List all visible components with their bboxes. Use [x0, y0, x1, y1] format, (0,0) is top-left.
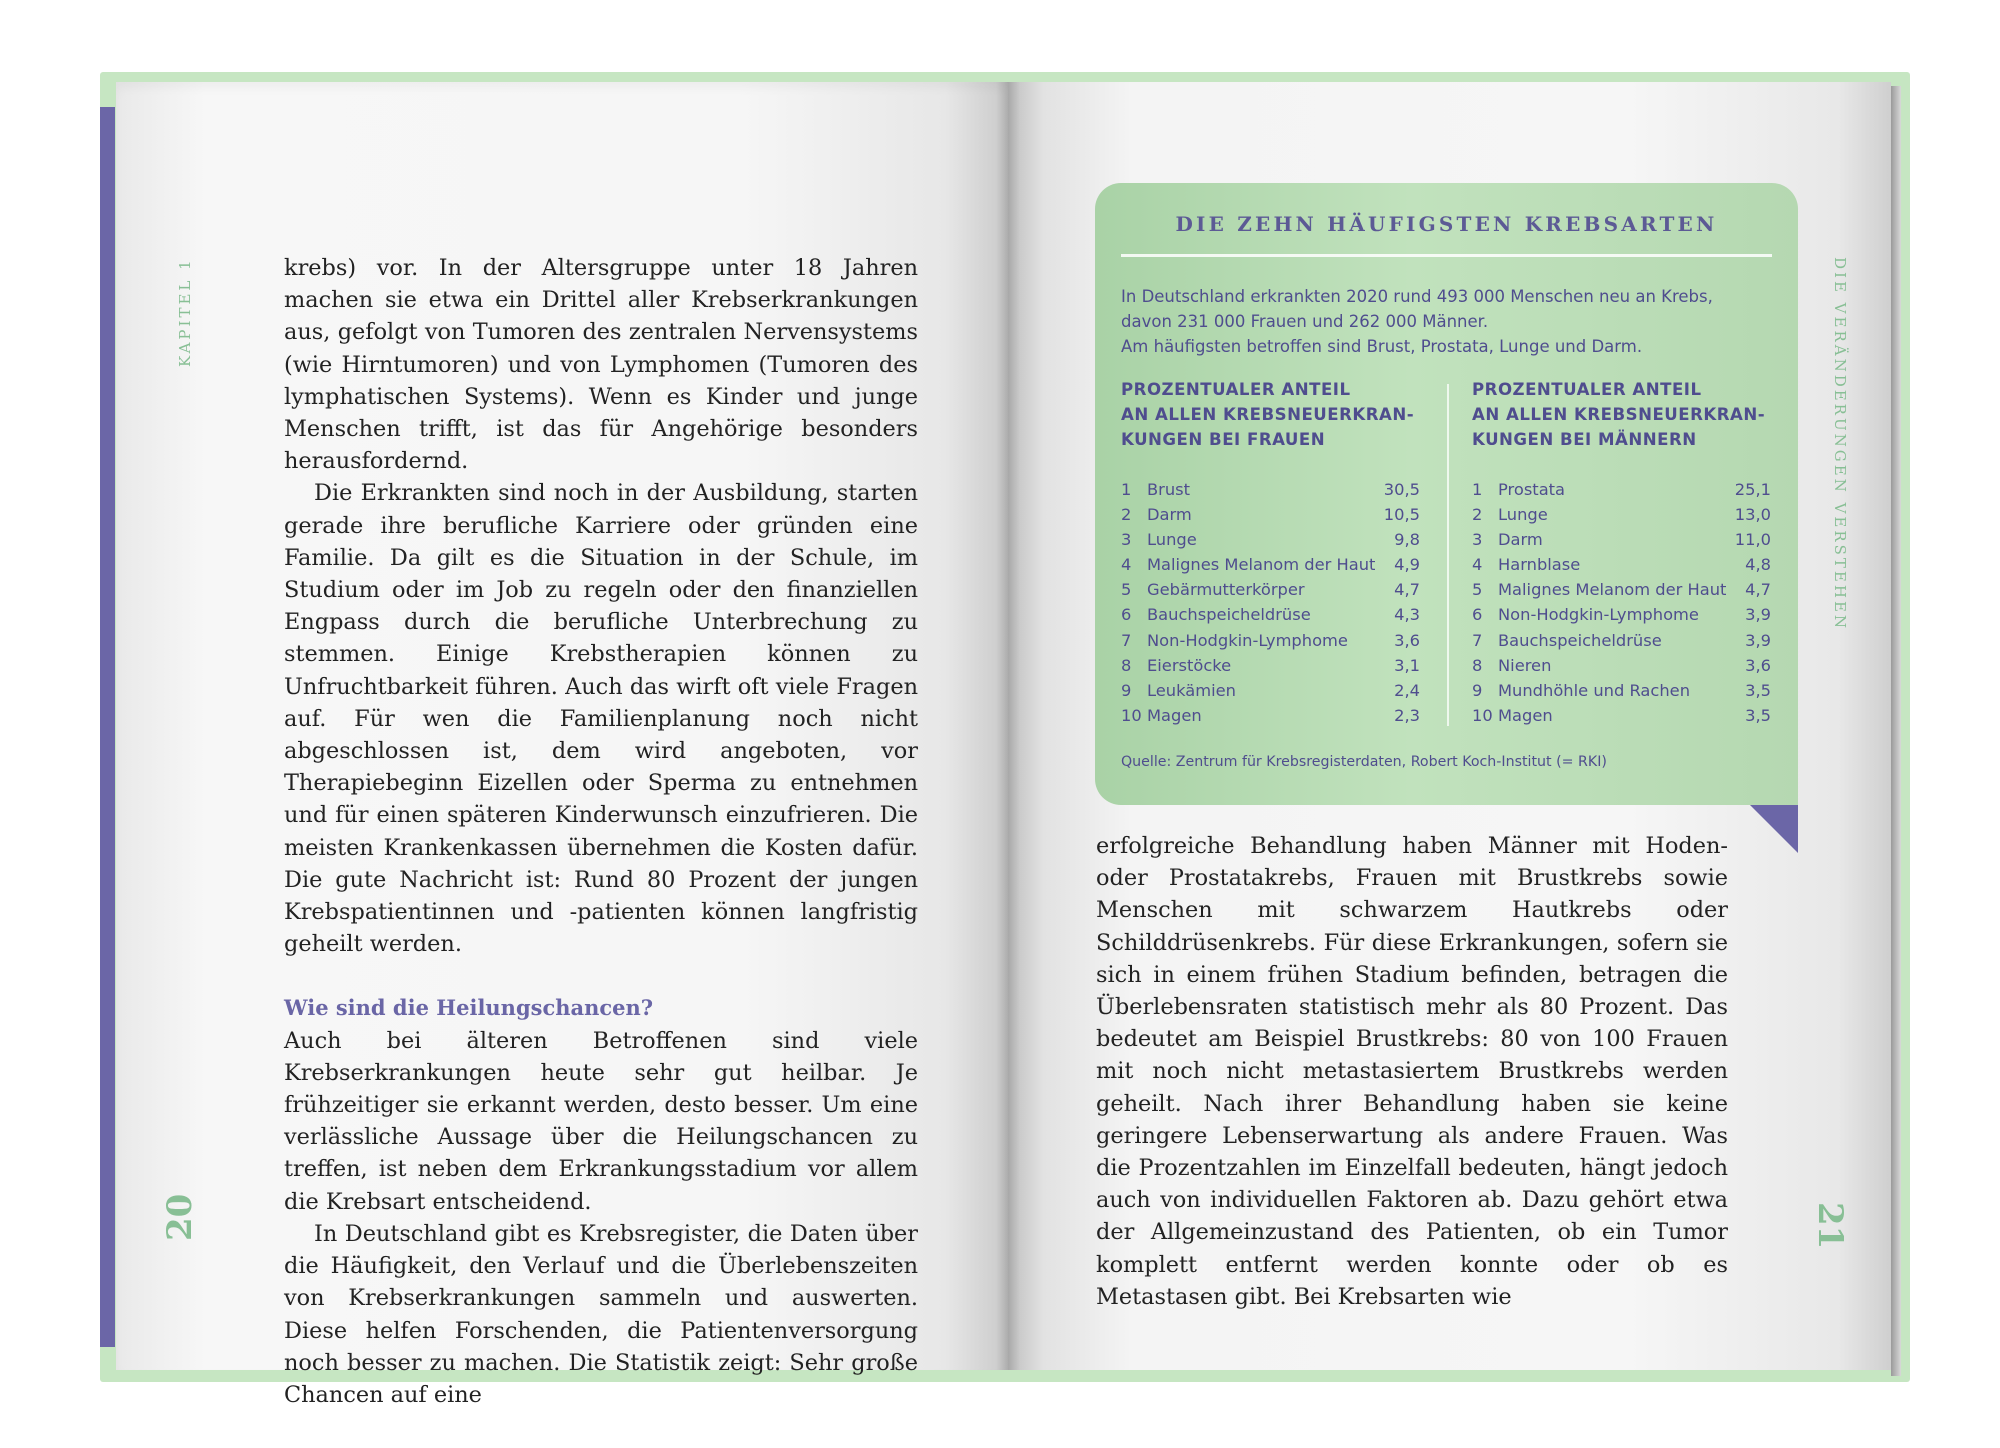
table-row [1472, 477, 1771, 502]
percentage: 2,4 [1394, 680, 1420, 700]
percentage: 4,7 [1745, 580, 1771, 600]
rank: 9 [1121, 680, 1132, 700]
table-row [1472, 703, 1771, 728]
paragraph: erfolgreiche Behandlung haben Männer mit Hoden- oder Prostatakrebs, Frauen mit Brustkrebs sowie Menschen mit schwarzem Hautkrebs oder Schilddrüsenkrebs. Für diese Erkrankungen, sofern sie sich in einem frühen Stadium befinden, betragen die Überlebensraten statistisch mehr als 80 Prozent. Das bedeutet am Beispiel Brustkrebs: 80 von 100 Frauen mit noch nicht metastasiertem Brustkrebs werden geheilt. Nach ihrer Behandlung haben sie keine geringere Lebenserwartung als andere Frauen. Was die Prozentzahlen im Einzelfall bedeuten, hängt jedoch auch von individuellen Faktoren ab. Dazu gehört etwa der Allgemeinzustand des Patienten, ob ein Tumor komplett entfernt werden konnte oder ob es Metastasen gibt. Bei Krebsarten wie [1096, 833, 1728, 1310]
book-gutter [996, 82, 1020, 1370]
table-row [1472, 602, 1771, 627]
rank: 3 [1472, 530, 1483, 550]
rank: 7 [1472, 630, 1483, 650]
cancer-type: Lunge [1498, 505, 1548, 525]
rank: 4 [1472, 555, 1483, 575]
cancer-type: Nieren [1498, 655, 1552, 675]
table-row [1472, 653, 1771, 678]
cancer-type: Brust [1147, 480, 1191, 499]
cancer-type: Darm [1147, 505, 1192, 525]
cancer-type: Magen [1498, 705, 1553, 725]
percentage: 3,5 [1745, 705, 1771, 725]
rank: 6 [1121, 605, 1132, 625]
percentage: 10,5 [1383, 505, 1420, 525]
cancer-type: Mundhöhle und Rachen [1498, 680, 1691, 700]
percentage: 4,9 [1394, 555, 1420, 575]
percentage: 3,6 [1745, 655, 1771, 675]
table-row [1121, 502, 1420, 527]
heading-line: PROZENTUALER ANTEIL [1121, 380, 1351, 399]
percentage: 30,5 [1383, 480, 1420, 499]
table-row [1121, 552, 1420, 577]
men-table [1472, 377, 1771, 728]
cancer-type: Bauchspeicheldrüse [1498, 630, 1662, 650]
rank: 4 [1121, 555, 1132, 575]
percentage: 11,0 [1734, 530, 1771, 550]
paragraph: In Deutschland gibt es Krebsregister, die Daten über die Häufigkeit, den Verlauf und die Überlebenszeiten von Krebserkrankungen sammeln und auswerten. Diese helfen Forschenden, die Patientenversorgung noch besser zu machen. Die Statistik zeigt: Sehr große Chancen auf eine [284, 1220, 918, 1408]
table-row [1472, 628, 1771, 653]
cancer-type: Darm [1498, 530, 1543, 550]
rank: 9 [1472, 680, 1483, 700]
women-rows [1121, 477, 1420, 728]
cancer-type: Eierstöcke [1147, 655, 1232, 675]
percentage: 3,1 [1394, 655, 1420, 675]
table-row [1121, 628, 1420, 653]
percentage: 3,9 [1745, 630, 1771, 650]
rank: 1 [1121, 480, 1132, 499]
rank: 10 [1121, 705, 1142, 725]
running-head-right: DIE VERÄNDERUNGEN VERSTEHEN [1831, 257, 1849, 632]
cancer-type: Non-Hodgkin-Lymphome [1498, 605, 1699, 625]
table-row [1121, 653, 1420, 678]
table-row [1121, 678, 1420, 703]
cancer-type: Magen [1147, 705, 1202, 725]
percentage: 4,3 [1394, 605, 1420, 625]
cancer-type: Harnblase [1498, 555, 1581, 575]
heading-line: KUNGEN BEI FRAUEN [1121, 430, 1326, 449]
rank: 1 [1472, 480, 1483, 499]
statistics-infobox [1095, 183, 1798, 805]
rank: 5 [1472, 580, 1483, 600]
rank: 6 [1472, 605, 1483, 625]
rank: 3 [1121, 530, 1132, 550]
heading-line: PROZENTUALER ANTEIL [1472, 380, 1702, 399]
table-row [1121, 703, 1420, 728]
rank: 2 [1121, 505, 1132, 525]
left-text-column [284, 252, 918, 1411]
running-head-left: KAPITEL 1 [176, 257, 194, 367]
intro-line: Am häufigsten betroffen sind Brust, Prostata, Lunge und Darm. [1121, 337, 1643, 356]
cancer-type: Bauchspeicheldrüse [1147, 605, 1311, 625]
men-rows [1472, 477, 1771, 728]
page-number-right: 21 [1810, 1202, 1850, 1250]
heading-line: KUNGEN BEI MÄNNERN [1472, 430, 1697, 449]
percentage: 4,7 [1394, 580, 1420, 600]
page-edges [1891, 86, 1901, 1376]
heading-line: AN ALLEN KREBSNEUERKRAN- [1472, 405, 1766, 424]
women-table-heading [1121, 377, 1420, 477]
rank: 5 [1121, 580, 1132, 600]
paragraph: Auch bei älteren Betroffenen sind viele Krebserkrankungen heute sehr gut heilbar. Je frühzeitiger sie erkannt werden, desto besser. Um eine verlässliche Aussage über die Heilungschancen zu treffen, ist neben dem Erkrankungsstadium vor allem die Krebsart entscheidend. [284, 1027, 918, 1215]
percentage: 9,8 [1394, 530, 1420, 550]
table-row [1121, 577, 1420, 602]
infobox-title: DIE ZEHN HÄUFIGSTEN KREBSARTEN [1175, 212, 1718, 236]
table-row [1472, 502, 1771, 527]
percentage: 3,9 [1745, 605, 1771, 625]
page-number-left: 20 [160, 1193, 200, 1241]
intro-line: In Deutschland erkrankten 2020 rund 493 000 Menschen neu an Krebs, [1121, 287, 1713, 306]
table-row [1472, 552, 1771, 577]
cancer-type: Gebärmutterkörper [1147, 580, 1305, 600]
percentage: 2,3 [1394, 705, 1420, 725]
cancer-type: Non-Hodgkin-Lymphome [1147, 630, 1348, 650]
section-heading: Wie sind die Heilungschancen? [284, 995, 654, 1021]
paragraph: Die Erkrankten sind noch in der Ausbildung, starten gerade ihre berufliche Karriere oder gründen eine Familie. Da gilt es die Situation in der Schule, im Studium oder im Job zu regeln oder den finanziellen Engpass durch die berufliche Unterbrechung zu stemmen. Einige Krebstherapien können zu Unfruchtbarkeit führen. Auch das wirft oft viele Fragen auf. Für wen die Familienplanung noch nicht abgeschlossen ist, dem wird angeboten, vor Therapiebeginn Eizellen oder Sperma zu entnehmen und für einen späteren Kinderwunsch einzufrieren. Die meisten Krankenkassen übernehmen die Kosten dafür. Die gute Nachricht ist: Rund 80 Prozent der jungen Krebspatientinnen und -patienten können langfristig geheilt werden. [284, 480, 918, 958]
infobox-divider [1121, 254, 1772, 257]
table-row [1121, 477, 1420, 502]
cancer-type: Leukämien [1147, 680, 1236, 700]
rank: 8 [1472, 655, 1483, 675]
table-row [1472, 577, 1771, 602]
heading-line: AN ALLEN KREBSNEUERKRAN- [1121, 405, 1415, 424]
infobox-intro [1121, 284, 1771, 359]
infobox-corner-fold [1750, 805, 1798, 853]
intro-line: davon 231 000 Frauen und 262 000 Männer. [1121, 312, 1489, 331]
infobox-source: Quelle: Zentrum für Krebsregisterdaten, Robert Koch-Institut (= RKI) [1121, 754, 1607, 770]
rank: 2 [1472, 505, 1483, 525]
percentage: 4,8 [1745, 555, 1771, 575]
table-row [1121, 527, 1420, 552]
women-table [1121, 377, 1420, 728]
cancer-type: Prostata [1498, 480, 1566, 499]
rank: 10 [1472, 705, 1493, 725]
right-text-column [1096, 830, 1728, 1313]
men-table-heading [1472, 377, 1771, 477]
percentage: 3,6 [1394, 630, 1420, 650]
table-row [1121, 602, 1420, 627]
cancer-type: Malignes Melanom der Haut [1498, 580, 1727, 600]
cancer-type: Malignes Melanom der Haut [1147, 555, 1376, 575]
rank: 7 [1121, 630, 1132, 650]
cover-spine-strip [100, 107, 115, 1347]
table-row [1472, 678, 1771, 703]
table-row [1472, 527, 1771, 552]
cancer-type: Lunge [1147, 530, 1197, 550]
column-divider [1447, 384, 1449, 726]
paragraph: krebs) vor. In der Altersgruppe unter 18 Jahren machen sie etwa ein Drittel aller Krebserkrankungen aus, gefolgt von Tumoren des zentralen Nervensystems (wie Hirntumoren) und von Lymphomen (Tumoren des lymphatischen Systems). Wenn es Kinder und junge Menschen trifft, ist das für Angehörige besonders herausfordernd. [284, 255, 918, 475]
percentage: 3,5 [1745, 680, 1771, 700]
rank: 8 [1121, 655, 1132, 675]
percentage: 13,0 [1734, 505, 1771, 525]
percentage: 25,1 [1734, 480, 1771, 499]
